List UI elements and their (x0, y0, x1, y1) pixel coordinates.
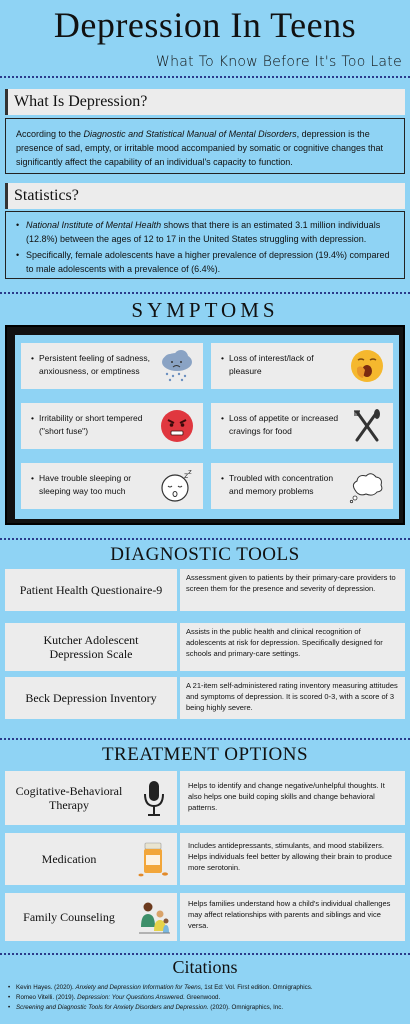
diagnostic-tool-name: Kutcher Adolescent Depression Scale (5, 623, 177, 671)
fork-knife-icon (349, 408, 385, 444)
symptom-text: • Loss of interest/lack of pleasure (221, 352, 341, 378)
treatment-name: Family Counseling (23, 910, 115, 924)
citations-list (8, 983, 403, 1013)
symptom-text: • Persistent feeling of sadness, anxiousness, or emptiness (31, 352, 151, 378)
treatment-title: TREATMENT OPTIONS (101, 744, 309, 765)
page-title: Depression In Teens (53, 5, 357, 45)
family-icon (137, 897, 171, 937)
statistics-text: shows that there is an estimated 3.1 million individuals (12.8%) between the ages of 12 to 17 in the United States struggling with depression. (26, 220, 381, 244)
treatment-desc: Helps families understand how a child's individual challenges may affect relationships with parents and siblings and vice versa. (180, 893, 405, 941)
treatment-desc: Helps to identify and change negative/unhelpful thoughts. It also helps one build coping skills and change behavioral patterns. (180, 771, 405, 825)
citations-title: Citations (172, 957, 238, 977)
treatment-name-cell (5, 833, 177, 885)
treatment-row (5, 833, 405, 885)
symptom-text: • Have trouble sleeping or sleeping way too much (31, 472, 151, 498)
thought-cloud-icon (349, 468, 385, 504)
diagnostic-title: DIAGNOSTIC TOOLS (110, 544, 300, 565)
svg-text:z: z (188, 468, 192, 476)
symptom-card (21, 343, 203, 389)
microphone-icon (137, 778, 171, 818)
divider (0, 538, 410, 540)
symptom-text: • Irritability or short tempered ("short fuse") (31, 412, 151, 438)
what-is-heading: What Is Depression? (5, 89, 405, 115)
divider (0, 76, 410, 78)
citation-author: Kevin Hayes. (2020). (16, 984, 76, 991)
diagnostic-tool-row (5, 569, 405, 611)
pill-bottle-icon (137, 839, 171, 879)
divider (0, 292, 410, 294)
treatment-row (5, 771, 405, 825)
citation-title: Anxiety and Depression Information for Teens (75, 984, 201, 991)
symptoms-title: SYMPTOMS (131, 298, 279, 322)
diagnostic-tool-desc: A 21-item self-administered rating inventory measuring attitudes and symptoms of depression. It is scored 0-3, with a score of 3 being highly severe. (180, 677, 405, 719)
what-is-body (5, 118, 405, 174)
treatment-name-cell (5, 893, 177, 941)
what-is-text-post: , depression is the presence of sad, empty, or irritable mood accompanied by somatic or cognitive changes that significantly affect the capability of an individual's capacity to function. (16, 129, 384, 167)
treatment-row (5, 893, 405, 941)
diagnostic-tool-name: Beck Depression Inventory (5, 677, 177, 719)
treatment-desc: Includes antidepressants, stimulants, and mood stabilizers. Helps individuals feel better by allowing their brain to produce more serotonin. (180, 833, 405, 885)
symptom-text: • Troubled with concentration and memory problems (221, 472, 341, 498)
diagnostic-tool-row (5, 677, 405, 719)
statistics-source: National Institute of Mental Health (26, 220, 162, 230)
symptom-card (21, 403, 203, 449)
treatment-name-cell (5, 771, 177, 825)
diagnostic-tool-desc: Assists in the public health and clinical recognition of adolescents at risk for depression. Specifically designed for schools and primary-care settings. (180, 623, 405, 671)
citation-publisher: . Greenwood. (183, 994, 221, 1001)
statistics-item (16, 218, 394, 246)
citation-publisher: , 1st Ed: Vol. First edition. Omnigraphics. (200, 984, 313, 991)
angry-face-icon (159, 408, 195, 444)
rain-cloud-icon (159, 348, 195, 384)
svg-text:z: z (184, 471, 189, 480)
symptom-card (211, 343, 393, 389)
what-is-text-source: Diagnostic and Statistical Manual of Mental Disorders (83, 129, 297, 139)
divider (0, 953, 410, 955)
statistics-text: Specifically, female adolescents have a higher prevalence of depression (19.4%) compared to male adolescents with a prevalence of (6.4%). (26, 250, 390, 274)
yawning-face-icon (349, 348, 385, 384)
what-is-text-pre: According to the (16, 129, 84, 139)
citation-item (8, 983, 403, 993)
symptom-card (211, 403, 393, 449)
statistics-body (5, 211, 405, 279)
diagnostic-tool-name: Patient Health Questionaire-9 (5, 569, 177, 611)
statistics-heading: Statistics? (5, 183, 405, 209)
symptoms-grid (15, 335, 399, 519)
symptom-card (21, 463, 203, 509)
treatment-name: Medication (41, 852, 97, 866)
statistics-item (16, 248, 394, 276)
diagnostic-tool-row (5, 623, 405, 671)
symptom-text: • Loss of appetite or increased cravings for food (221, 412, 341, 438)
page-subtitle: What To Know Before It's Too Late (155, 54, 402, 70)
symptom-card (211, 463, 393, 509)
citation-item (8, 993, 403, 1003)
diagnostic-tool-desc: Assessment given to patients by their primary-care providers to screen them for the presence and severity of depression. (180, 569, 405, 611)
symptoms-panel (5, 325, 405, 525)
citation-publisher: . (2020). Omnigraphics, Inc. (206, 1004, 284, 1011)
citation-title: Depression: Your Questions Answered (77, 994, 184, 1001)
divider (0, 738, 410, 740)
citation-item (8, 1003, 403, 1013)
sleeping-face-icon (159, 468, 195, 504)
citation-author: Romeo Vitelli. (2019). (16, 994, 78, 1001)
citation-title: Screening and Diagnostic Tools for Anxiety Disorders and Depression (16, 1004, 207, 1011)
treatment-name: Cogitative-Behavioral Therapy (15, 784, 123, 812)
